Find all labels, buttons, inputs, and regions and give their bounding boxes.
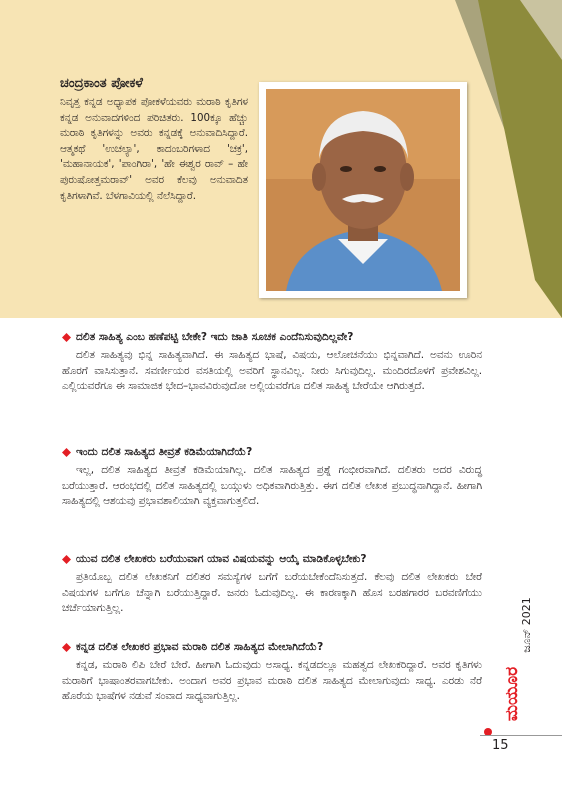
answer-3: ಪ್ರತಿಯೊಬ್ಬ ದಲಿತ ಲೇಖಕನಿಗೆ ದಲಿತರ ಸಮಸ್ಯೆಗಳ ಬಗೆಗೆ ಬರೆಯಬೇಕೆಂದೆನಿಸುತ್ತದೆ. ಕೆಲವು ದಲಿತ ಲೇಖಕರು ಬೇರೆ ವಿಷಯಗಳ ಬಗೆಗೂ ಚೆನ್ನಾಗಿ ಬರೆಯುತ್ತಿದ್ದಾರೆ. ಜನರು ಓದುವುದಿಲ್ಲ. ಈ ಕಾರಣಕ್ಕಾಗಿ ಹೊಸ ಬರಹಗಾರರ ಬರವಣಿಗೆಯು ಚರ್ಚೆಯಾಗುತ್ತಿಲ್ಲ. [62, 571, 482, 615]
diamond-bullet-icon [62, 555, 71, 564]
answer-1: ದಲಿತ ಸಾಹಿತ್ಯವು ಭಿನ್ನ ಸಾಹಿತ್ಯವಾಗಿದೆ. ಈ ಸಾಹಿತ್ಯದ ಭಾಷೆ, ವಿಷಯ, ಆಲೋಚನೆಯು ಭಿನ್ನವಾಗಿದೆ. ಅವನು ಊರಿನ ಹೊರಗೆ ವಾಸಿಸುತ್ತಾನೆ. ಸವರ್ಣೀಯರ ವಸತಿಯಲ್ಲಿ ಅವರಿಗೆ ಸ್ಥಾನವಿಲ್ಲ. ನೀರು ಸಿಗುವುದಿಲ್ಲ. ಮಂದಿರದೊಳಗೆ ಪ್ರವೇಶವಿಲ್ಲ. ಎಲ್ಲಿಯವರೆಗೂ ಈ ಸಾಮಾಜಿಕ ಭೇದ–ಭಾವವಿರುವುದೋ ಅಲ್ಲಿಯವರೆಗೂ ದಲಿತ ಸಾಹಿತ್ಯ ಬೇರೆಯೇ ಆಗಿರುತ್ತದೆ. [62, 349, 482, 393]
qa-block-3 [62, 552, 482, 617]
question-1: ದಲಿತ ಸಾಹಿತ್ಯ ಎಂಬ ಹಣೆಪಟ್ಟಿ ಬೇಕೇ? ಇದು ಜಾತಿ ಸೂಚಕ ಎಂದೆನಿಸುವುದಿಲ್ಲವೇ? [62, 330, 482, 345]
issue-month: ಜೂನ್ 2021 [519, 597, 533, 653]
page-number: 15 [492, 738, 509, 753]
question-4: ಕನ್ನಡ ದಲಿತ ಲೇಖಕರ ಪ್ರಭಾವ ಮರಾಠಿ ದಲಿತ ಸಾಹಿತ್ಯದ ಮೇಲಾಗಿದೆಯೆ? [62, 640, 482, 655]
author-description: ನಿವೃತ್ತ ಕನ್ನಡ ಅಧ್ಯಾಪಕ ಪೋಕಳೆಯವರು ಮರಾಠಿ ಕೃತಿಗಳ ಕನ್ನಡ ಅನುವಾದಗಳಿಂದ ಪರಿಚಿತರು. 100ಕ್ಕೂ ಹೆಚ್ಚು ಮರಾಠಿ ಕೃತಿಗಳನ್ನು ಅವರು ಕನ್ನಡಕ್ಕೆ ಅನುವಾದಿಸಿದ್ದಾರೆ. ಆತ್ಮಕಥೆ 'ಉಚಲ್ಯಾ', ಕಾದಂಬರಿಗಳಾದ 'ಚಕ್ರ', 'ಮಹಾನಾಯಕ', 'ಪಾಂಗಿರಾ', 'ಹೇ ಈಶ್ವರ ರಾವ್ – ಹೇ ಪುರುಷೋತ್ತಮರಾವ್' ಅವರ ಕೆಲವು ಅನುವಾದಿತ ಕೃತಿಗಳಾಗಿವೆ. ಬೆಳಗಾವಿಯಲ್ಲಿ ನೆಲೆಸಿದ್ದಾರೆ. [60, 96, 248, 202]
question-2: ಇಂದು ದಲಿತ ಸಾಹಿತ್ಯದ ತೀವ್ರತೆ ಕಡಿಮೆಯಾಗಿದೆಯೆ? [62, 445, 482, 460]
diamond-bullet-icon [62, 333, 71, 342]
qa-block-4 [62, 640, 482, 705]
answer-2: ಇಲ್ಲ, ದಲಿತ ಸಾಹಿತ್ಯದ ತೀವ್ರತೆ ಕಡಿಮೆಯಾಗಿಲ್ಲ. ದಲಿತ ಸಾಹಿತ್ಯದ ಪ್ರಶ್ನೆ ಗಂಭೀರವಾಗಿದೆ. ದಲಿತರು ಅದರ ವಿರುದ್ಧ ಬರೆಯುತ್ತಾರೆ. ಆರಂಭದಲ್ಲಿ ದಲಿತ ಸಾಹಿತ್ಯದಲ್ಲಿ ಬಯ್ಗುಳು ಅಧಿಕವಾಗಿರುತ್ತಿತ್ತು. ಈಗ ದಲಿತ ಲೇಖಕ ಪ್ರಬುದ್ಧನಾಗಿದ್ದಾನೆ. ಹೀಗಾಗಿ ಸಾಹಿತ್ಯದಲ್ಲಿ ಆಶಯವು ಪ್ರಭಾವಶಾಲಿಯಾಗಿ ವ್ಯಕ್ತವಾಗುತ್ತಲಿದೆ. [62, 464, 482, 508]
diamond-bullet-icon [62, 448, 71, 457]
magazine-name: ಮಯೂರ [502, 666, 523, 722]
answer-4: ಕನ್ನಡ, ಮರಾಠಿ ಲಿಪಿ ಬೇರೆ ಬೇರೆ. ಹೀಗಾಗಿ ಓದುವುದು ಅಸಾಧ್ಯ. ಕನ್ನಡದಲ್ಲೂ ಮಹತ್ವದ ಲೇಖಕರಿದ್ದಾರೆ. ಅವರ ಕೃತಿಗಳು ಮರಾಠಿಗೆ ಭಾಷಾಂತರವಾಗಬೇಕು. ಅಂದಾಗ ಅವರ ಪ್ರಭಾವ ಮರಾಠಿ ದಲಿತ ಸಾಹಿತ್ಯದ ಮೇಲಾಗುವುದು ಸಾಧ್ಯ. ಎರಡು ನೆರೆ ಹೊರೆಯ ಭಾಷೆಗಳ ನಡುವೆ ಸಂವಾದ ಸಾಧ್ಯವಾಗುತ್ತಿಲ್ಲ. [62, 659, 482, 703]
portrait-image [266, 89, 460, 291]
qa-block-1 [62, 330, 482, 395]
author-name: ಚಂದ್ರಕಾಂತ ಪೋಕಳೆ [60, 76, 143, 91]
diamond-bullet-icon [62, 643, 71, 652]
qa-block-2 [62, 445, 482, 510]
author-bio [60, 76, 248, 204]
author-photo [259, 82, 467, 298]
question-3: ಯುವ ದಲಿತ ಲೇಖಕರು ಬರೆಯುವಾಗ ಯಾವ ವಿಷಯವನ್ನು ಆಯ್ಕೆ ಮಾಡಿಕೊಳ್ಳಬೇಕು? [62, 552, 482, 567]
footer-rule [480, 735, 562, 736]
